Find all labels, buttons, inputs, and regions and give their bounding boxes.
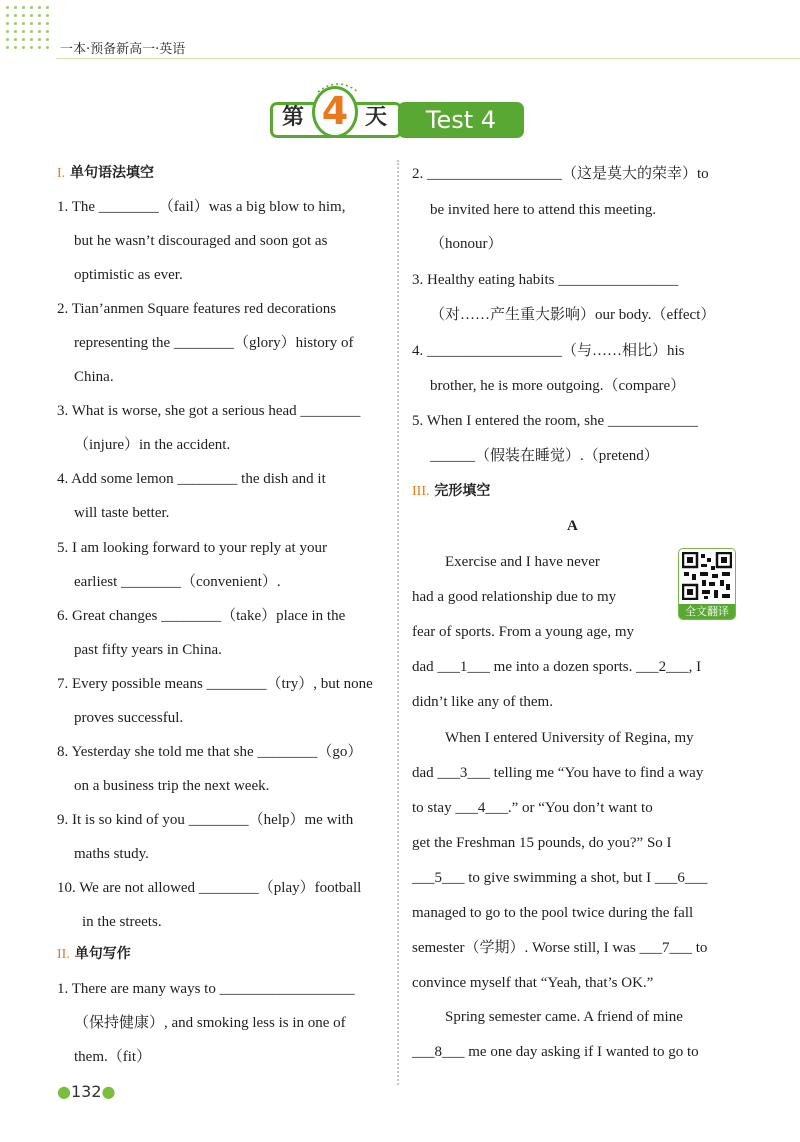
dot-decoration xyxy=(6,38,9,41)
dot-decoration xyxy=(6,14,9,17)
book-header: 一本·预备新高一·英语 xyxy=(60,42,186,57)
question-line: 7. Every possible means ________（try）, but none xyxy=(57,676,373,692)
corner-dots-decoration xyxy=(0,0,60,58)
dot-decoration xyxy=(14,38,17,41)
dot-decoration xyxy=(30,22,33,25)
question-line: （对……产生重大影响）our body.（effect） xyxy=(430,307,716,323)
question-line: （保持健康）, and smoking less is in one of xyxy=(74,1015,346,1031)
dot-decoration xyxy=(14,14,17,17)
dot-decoration xyxy=(22,30,25,33)
question-line: 2. __________________（这是莫大的荣幸）to xyxy=(412,166,709,182)
page-number-value: 132 xyxy=(70,1082,102,1101)
question-line: brother, he is more outgoing.（compare） xyxy=(430,378,686,394)
section-1-numeral: I. xyxy=(57,166,66,181)
passage-line: semester（学期）. Worse still, I was ___7___ to xyxy=(412,940,708,956)
dot-decoration xyxy=(38,22,41,25)
passage-line: Spring semester came. A friend of mine xyxy=(445,1009,683,1025)
dot-decoration xyxy=(30,46,33,49)
passage-line: didn’t like any of them. xyxy=(412,694,553,710)
dot-decoration xyxy=(14,6,17,9)
section-2-label: 单句写作 xyxy=(74,946,131,962)
passage-line: managed to go to the pool twice during the fall xyxy=(412,905,694,921)
question-line: 3. Healthy eating habits ________________ xyxy=(412,272,679,288)
question-line: on a business trip the next week. xyxy=(74,778,270,794)
dot-decoration xyxy=(30,30,33,33)
bullet-icon: ● xyxy=(57,1082,71,1101)
section-1-label: 单句语法填空 xyxy=(70,165,155,181)
section-3-numeral: III. xyxy=(412,484,430,499)
question-line: in the streets. xyxy=(82,914,162,930)
passage-line: ___8___ me one day asking if I wanted to go to xyxy=(412,1044,699,1060)
day-suffix: 天 xyxy=(365,105,388,130)
dot-decoration xyxy=(30,6,33,9)
question-line: 10. We are not allowed ________（play）football xyxy=(57,880,362,896)
question-line: 5. I am looking forward to your reply at your xyxy=(57,540,327,556)
passage-line: ___5___ to give swimming a shot, but I ___6___ xyxy=(412,870,708,886)
question-line: representing the ________（glory）history of xyxy=(74,335,354,351)
column-divider xyxy=(397,160,399,1085)
bullet-icon: ● xyxy=(101,1082,116,1101)
passage-line: dad ___1___ me into a dozen sports. ___2___, I xyxy=(412,659,702,675)
question-line: will taste better. xyxy=(74,505,170,521)
day-prefix: 第 xyxy=(282,105,305,130)
dot-decoration xyxy=(14,46,17,49)
section-2-heading xyxy=(57,944,131,965)
dot-decoration xyxy=(22,14,25,17)
section-3-label: 完形填空 xyxy=(434,483,491,499)
passage-line: Exercise and I have never xyxy=(445,554,600,570)
test-title: Test 4 xyxy=(425,106,497,134)
question-line: 2. Tian’anmen Square features red decorations xyxy=(57,301,337,317)
dot-decoration xyxy=(46,14,49,17)
question-line: 1. There are many ways to __________________ xyxy=(57,981,355,997)
header-divider xyxy=(56,58,800,59)
dot-decoration xyxy=(22,46,25,49)
question-line: them.（fit） xyxy=(74,1049,152,1065)
day-title-badge xyxy=(270,86,526,144)
qr-code-button[interactable] xyxy=(678,548,736,620)
question-line: ______（假装在睡觉）.（pretend） xyxy=(430,448,659,464)
question-line: but he wasn’t discouraged and soon got as xyxy=(74,233,328,249)
question-line: 1. The ________（fail）was a big blow to him, xyxy=(57,199,346,215)
question-line: 3. What is worse, she got a serious head ________ xyxy=(57,403,361,419)
dot-decoration xyxy=(38,30,41,33)
dot-decoration xyxy=(14,22,17,25)
question-line: 8. Yesterday she told me that she ________（go） xyxy=(57,744,363,760)
passage-line: fear of sports. From a young age, my xyxy=(412,624,635,640)
dot-decoration xyxy=(30,38,33,41)
question-line: be invited here to attend this meeting. xyxy=(430,202,657,218)
dot-decoration xyxy=(6,30,9,33)
question-line: maths study. xyxy=(74,846,149,862)
dot-decoration xyxy=(38,14,41,17)
dot-decoration xyxy=(38,6,41,9)
question-line: 6. Great changes ________（take）place in the xyxy=(57,608,346,624)
dot-decoration xyxy=(46,30,49,33)
dot-decoration xyxy=(22,6,25,9)
passage-line: get the Freshman 15 pounds, do you?” So I xyxy=(412,835,672,851)
section-1-heading xyxy=(57,163,154,184)
question-line: （injure）in the accident. xyxy=(74,437,231,453)
question-line: 5. When I entered the room, she ____________ xyxy=(412,413,698,429)
passage-line: had a good relationship due to my xyxy=(412,589,617,605)
section-3-heading xyxy=(412,481,490,502)
dot-decoration xyxy=(38,38,41,41)
dot-decoration xyxy=(46,6,49,9)
passage-line: convince myself that “Yeah, that’s OK.” xyxy=(412,975,654,991)
dot-decoration xyxy=(38,46,41,49)
passage-label: A xyxy=(567,518,578,534)
page-number xyxy=(57,1082,115,1101)
section-2-numeral: II. xyxy=(57,947,70,962)
dot-decoration xyxy=(30,14,33,17)
dot-decoration xyxy=(22,38,25,41)
qr-code-icon xyxy=(682,552,732,600)
question-line: 4. Add some lemon ________ the dish and it xyxy=(57,471,326,487)
question-line: 9. It is so kind of you ________（help）me with xyxy=(57,812,354,828)
dot-decoration xyxy=(22,22,25,25)
question-line: past fifty years in China. xyxy=(74,642,222,658)
question-line: proves successful. xyxy=(74,710,184,726)
dot-decoration xyxy=(14,30,17,33)
question-line: China. xyxy=(74,369,114,385)
qr-code-label: 全文翻译 xyxy=(679,604,735,619)
question-line: 4. __________________（与……相比）his xyxy=(412,343,685,359)
dot-decoration xyxy=(6,22,9,25)
passage-line: When I entered University of Regina, my xyxy=(445,730,694,746)
dot-decoration xyxy=(46,22,49,25)
passage-line: dad ___3___ telling me “You have to find a way xyxy=(412,765,704,781)
dot-decoration xyxy=(6,6,9,9)
question-line: optimistic as ever. xyxy=(74,267,183,283)
question-line: （honour） xyxy=(430,236,503,252)
question-line: earliest ________（convenient）. xyxy=(74,574,281,590)
dot-decoration xyxy=(46,46,49,49)
dot-decoration xyxy=(6,46,9,49)
passage-line: to stay ___4___.” or “You don’t want to xyxy=(412,800,653,816)
day-number: 4 xyxy=(321,89,349,133)
dot-decoration xyxy=(46,38,49,41)
